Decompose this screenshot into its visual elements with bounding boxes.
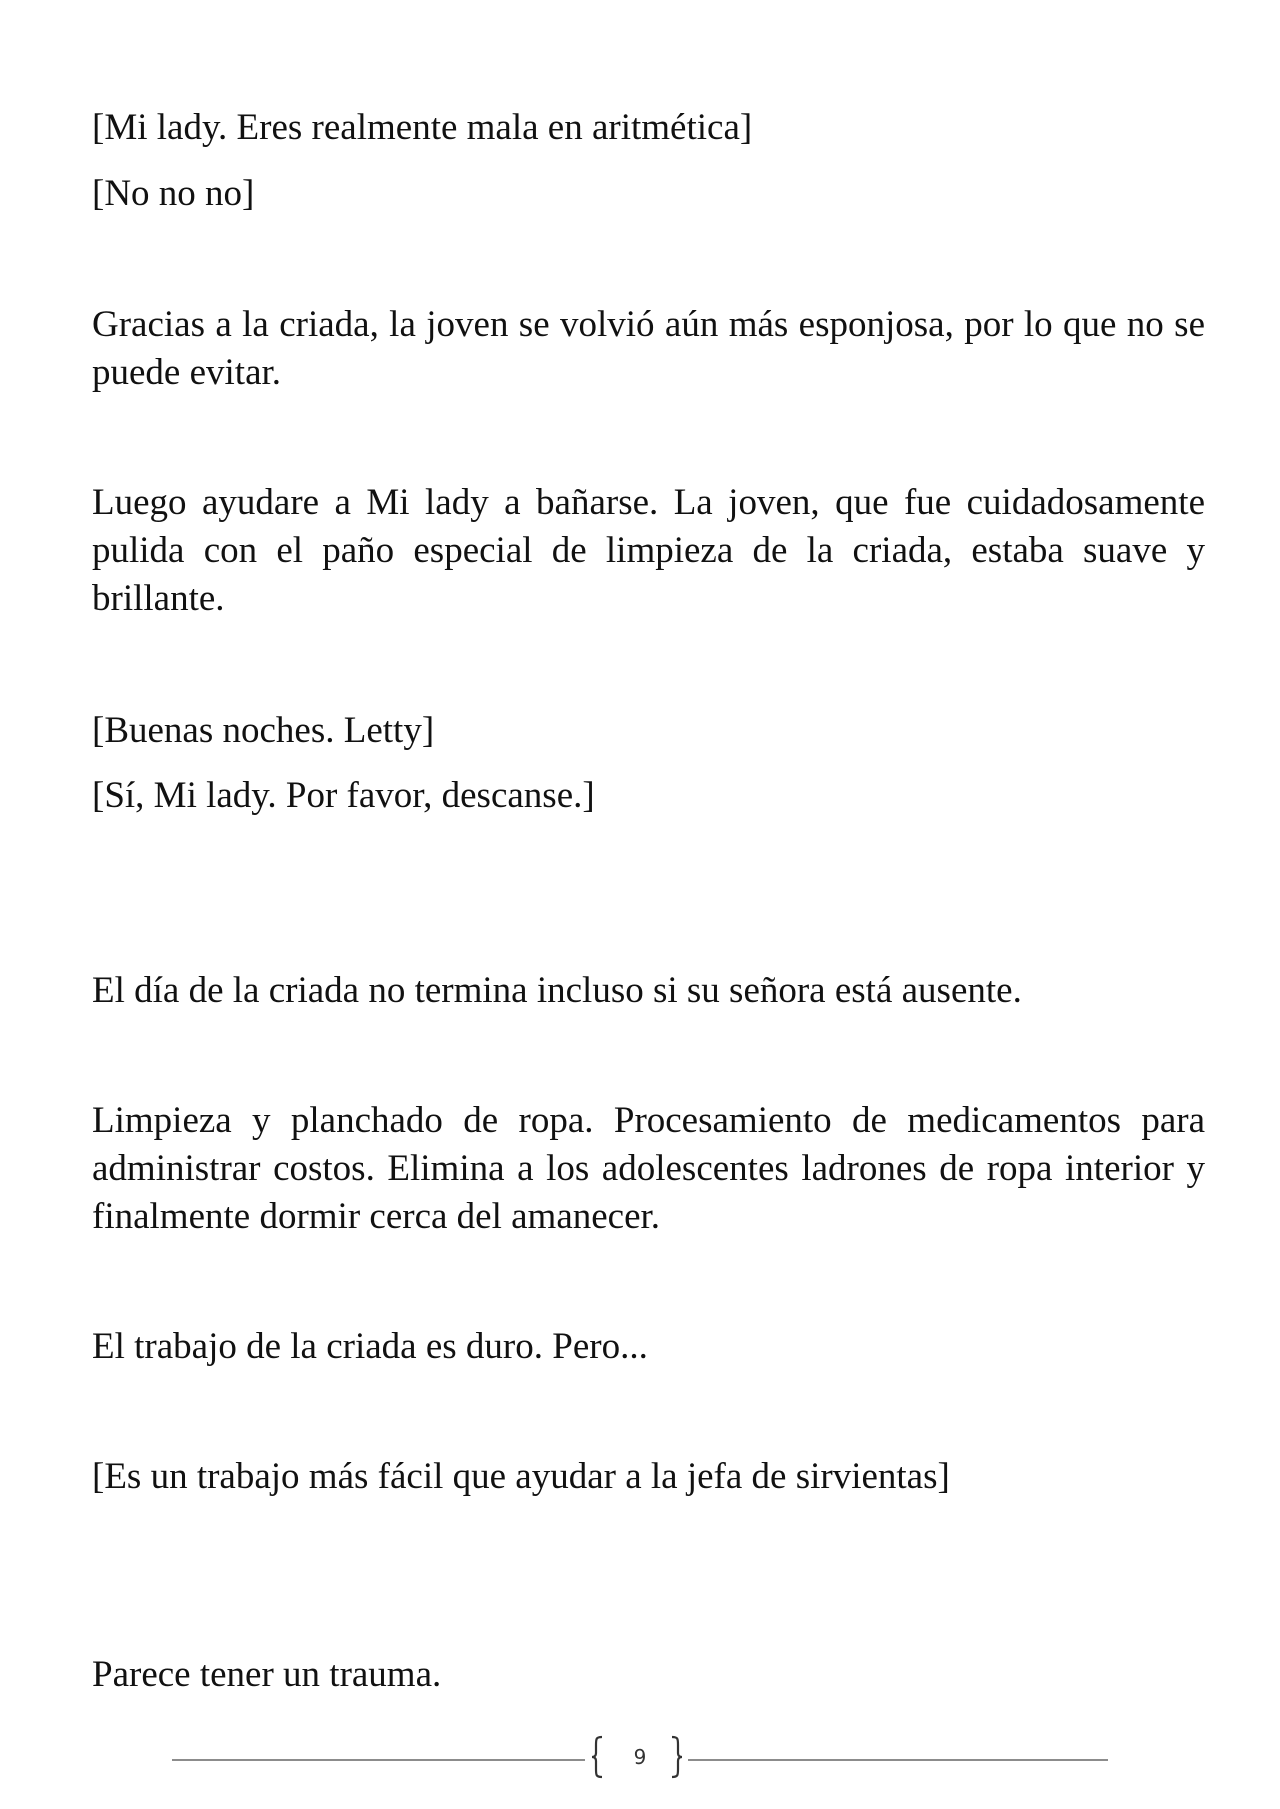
paragraph: Gracias a la criada, la joven se volvió aún más esponjosa, por lo que no se puede evitar.	[92, 304, 1205, 393]
footer-rule-right	[688, 1759, 1108, 1761]
paragraph: Parece tener un trauma.	[92, 1654, 442, 1695]
paragraph: El día de la criada no termina incluso si su señora está ausente.	[92, 970, 1022, 1011]
dialogue-line: [No no no]	[92, 173, 255, 214]
dialogue-line: [Es un trabajo más fácil que ayudar a la jefa de sirvientas]	[92, 1456, 950, 1497]
paragraph: Limpieza y planchado de ropa. Procesamiento de medicamentos para administrar costos. Elimina a los adolescentes ladrones de ropa interior y finalmente dormir cerca del amanecer.	[92, 1100, 1205, 1237]
right-brace-icon	[670, 1735, 684, 1779]
page-number: 9	[633, 1745, 647, 1769]
page-footer	[0, 1735, 1280, 1785]
footer-rule-left	[172, 1759, 585, 1761]
dialogue-line: [Mi lady. Eres realmente mala en aritmética]	[92, 107, 753, 148]
paragraph: El trabajo de la criada es duro. Pero...	[92, 1326, 648, 1367]
paragraph: Luego ayudare a Mi lady a bañarse. La joven, que fue cuidadosamente pulida con el paño especial de limpieza de la criada, estaba suave y brillante.	[92, 482, 1205, 619]
dialogue-line: [Buenas noches. Letty]	[92, 710, 435, 751]
dialogue-line: [Sí, Mi lady. Por favor, descanse.]	[92, 775, 595, 816]
left-brace-icon	[590, 1735, 604, 1779]
